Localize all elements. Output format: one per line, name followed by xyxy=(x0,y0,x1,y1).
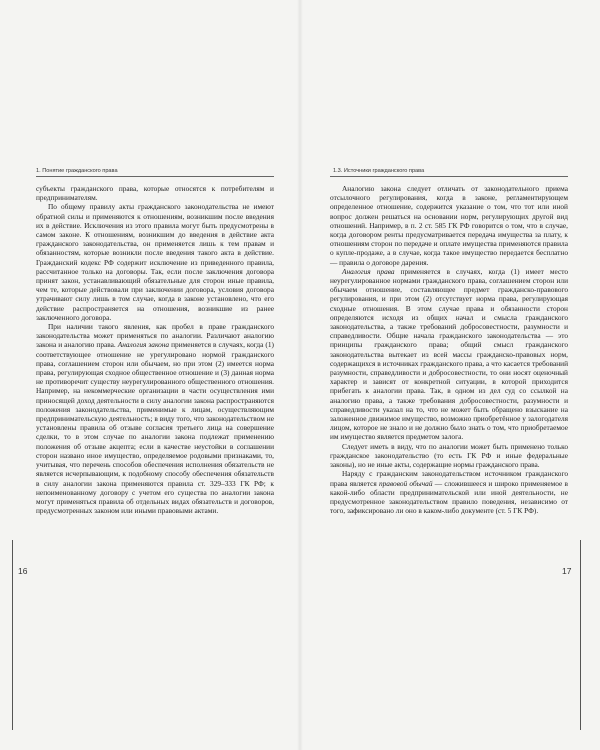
paragraph xyxy=(330,469,568,515)
running-head-left: 1. Понятие гражданского права xyxy=(36,168,118,174)
right-page xyxy=(300,0,600,750)
italic-term: Аналогия закона xyxy=(117,340,170,350)
italic-term: Аналогия права xyxy=(342,266,395,276)
header-rule-right xyxy=(330,176,568,177)
text-run: Наряду с гражданским законодательством источником гражданского права является xyxy=(330,469,568,488)
page-number-left: 16 xyxy=(18,566,28,576)
italic-term: правовой обычай xyxy=(378,478,433,488)
running-head-right: 1.3. Источники гражданского права xyxy=(333,168,425,174)
body-text-right xyxy=(330,184,568,515)
header-rule-left xyxy=(36,176,274,177)
paragraph: субъекты гражданского права, которые относятся к потребителям и предпринимателям. xyxy=(36,184,274,203)
margin-rule-right xyxy=(580,540,581,730)
paragraph: По общему правилу акты гражданского законодательства не имеют обратной силы и применяются к отношениям, возникшим после введения их в действие. Исключения из этого правила могут быть предусмотрены в самом законе. К отношениям, возникшим до введения в действие акта гражданского законодательства, он применяется лишь к тем правам и обязанностям, которые возникли после введения такого акта в действие. Гражданский кодекс РФ содержит исключение из приведенного правила, рассчитанное только на договоры. Так, если после заключения договора принят закон, устанавливающий обязательные для сторон иные правила, чем те, которые действовали при заключении договора, условия договора утрачивают силу лишь в том случае, когда в законе установлено, что его действие распространяется на отношения, возникшие из ранее заключенного договора. xyxy=(36,202,274,322)
margin-rule-left xyxy=(12,540,13,730)
paragraph: Аналогию закона следует отличать от законодательного приема отсылочного регулирования, когда в законе, регламентирующем определенное отношение, содержится указание о том, что тот или иной вопрос должен решаться на основании норм, регулирующих другой вид отношений. Например, в п. 2 ст. 585 ГК РФ говорится о том, что в случае, когда договором ренты предусматривается передача имущества за плату, к отношениям сторон по передаче и оплате имущества применяются правила о купле-продаже, а в случае, когда такое имущество передается бесплатно — правила о договоре дарения. xyxy=(330,184,568,267)
paragraph: Следует иметь в виду, что по аналогии может быть применено только гражданское законодательство (то есть ГК РФ и иные федеральные законы), но не иные акты, содержащие нормы гражданского права. xyxy=(330,441,568,470)
paragraph xyxy=(330,267,568,442)
body-text-left xyxy=(36,184,274,515)
text-run: — сложившееся и широко применяемое в какой-либо области предпринимательской или иной деятельности, не предусмотренное законодательством правило поведения, независимо от того, зафиксировано ли оно в каком-либо документе (ст. 5 ГК РФ). xyxy=(330,478,569,516)
page-number-right: 17 xyxy=(562,566,572,576)
text-run: применяется в случаях, когда (1) имеет место неурегулированное нормами гражданского права, соглашением сторон или обычаем отношение, составляющее предмет гражданско-правового регулирования, и при этом (2) отсутствует норма права, регулирующая сходные отношения. В этом случае права и обязанности сторон определяются исходя из общих начал и смысла гражданского законодательства, а также требований добросовестности, разумности и справедливости. Общие начала гражданского законодательства — это принципы гражданского права; общий смысл гражданского законодательства вытекает из всей массы гражданско-правовых норм, содержащихся в источниках гражданского права, а что касается требований разумности, справедливости и добросовестности, то они носят оценочный характер и зависят от конкретной ситуации, в которой приходится прибегать к аналогии права. Так, в одном из дел суд со ссылкой на аналогию права, а также требования добросовестности, разумности и справедливости указал на то, что не может быть обращено взыскание на заложенное движимое имущество, возможно приобретённое у залогодателя лицом, которое не знало и не должно было знать о том, что приобретаемое им имущество является предметом залога. xyxy=(330,266,568,442)
text-run: При наличии такого явления, как пробел в праве гражданского законодательства может применяться по аналогии. Различают аналогию закона и аналогию права. xyxy=(36,322,274,350)
text-run: применяется в случаях, когда (1) соответствующее отношение не урегулировано нормой гражданского права, соглашением сторон или обычаем, но при этом (2) имеется норма права, регулирующая сходное общественное отношение и (3) данная норма не противоречит существу неурегулированного общественного отношения. Например, на некоммерческие организации в части осуществления ими приносящей доход деятельности в силу аналогии закона распространяются положения законодательства, применимые к лицам, осуществляющим предпринимательскую деятельность; в виду того, что законодательством не установлены правила об отзыве согласия третьего лица на совершение сделки, то в этом случае по аналогии закона подлежат применению положения об отзыве акцепта; если в качестве неустойки в соглашении сторон названо иное имущество, определяемое родовыми признаками, то, учитывая, что перечень способов обеспечения исполнения обязательств не является исчерпывающим, к подобному способу обеспечения обязательств в силу аналогии закона применяются правила ст. 329–333 ГК РФ; к непоименованному договору с учетом его существа по аналогии закона могут применяться правила об отдельных видах обязательств и договоров, предусмотренных законом или иными правовыми актами. xyxy=(36,340,274,516)
paragraph xyxy=(36,322,274,515)
